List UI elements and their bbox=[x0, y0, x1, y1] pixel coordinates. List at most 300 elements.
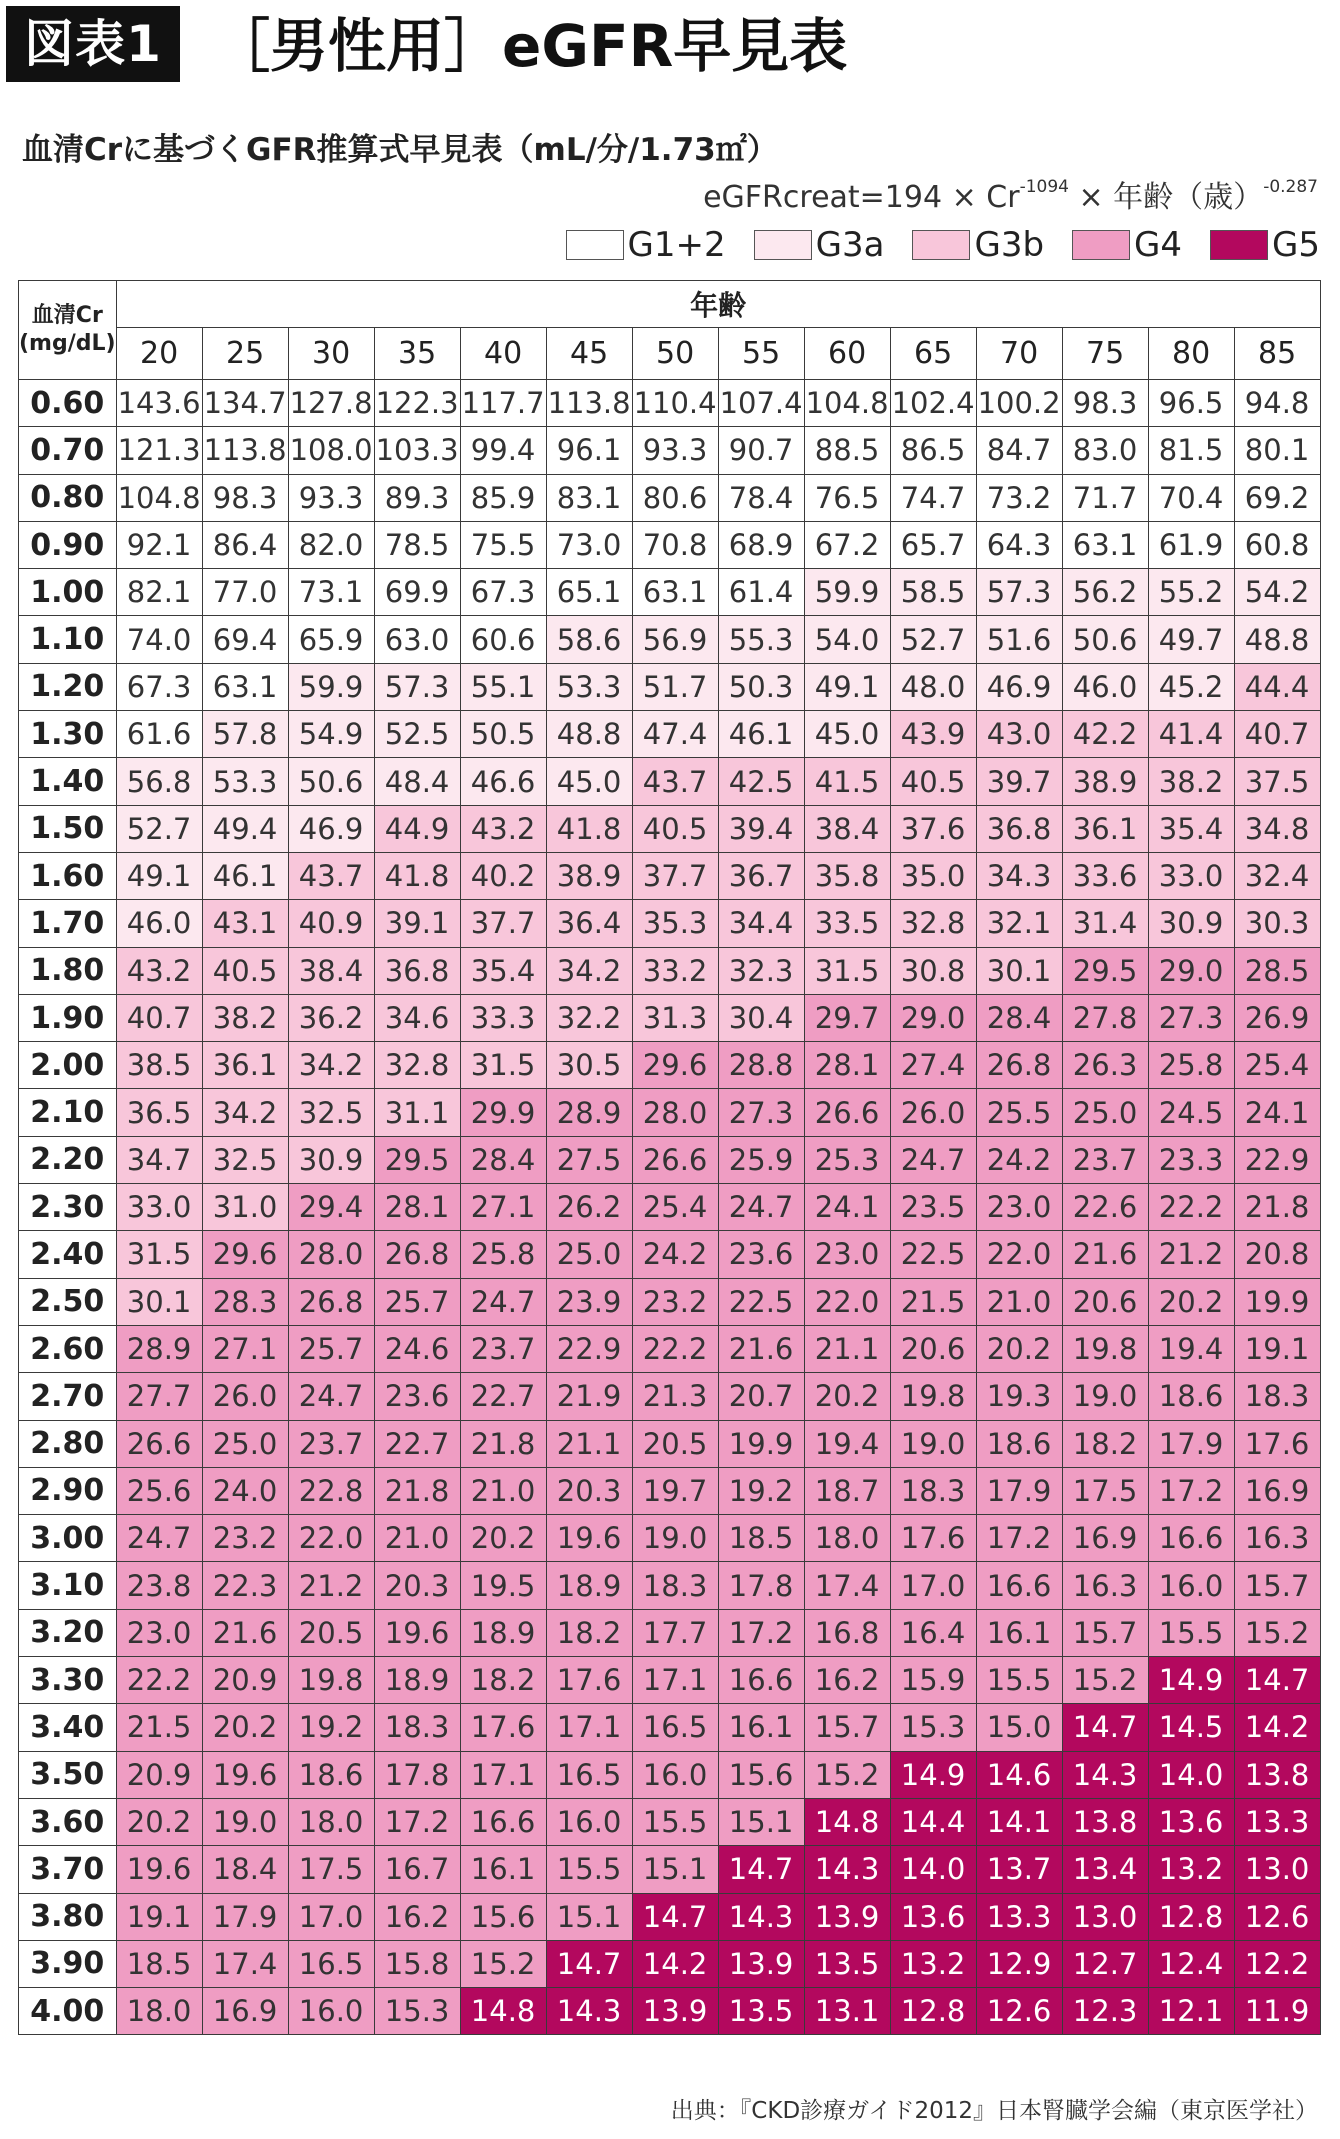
egfr-cell: 20.2 bbox=[116, 1798, 202, 1845]
egfr-cell: 23.6 bbox=[718, 1231, 804, 1278]
egfr-cell: 13.6 bbox=[1148, 1798, 1234, 1845]
egfr-cell: 63.1 bbox=[1062, 521, 1148, 568]
egfr-cell: 12.3 bbox=[1062, 1988, 1148, 2035]
table-row bbox=[19, 1609, 1321, 1656]
egfr-cell: 33.2 bbox=[632, 947, 718, 994]
egfr-cell: 31.1 bbox=[374, 1089, 460, 1136]
table-row bbox=[19, 994, 1321, 1041]
egfr-cell: 73.2 bbox=[976, 474, 1062, 521]
egfr-cell: 23.8 bbox=[116, 1562, 202, 1609]
egfr-cell: 14.1 bbox=[976, 1798, 1062, 1845]
egfr-cell: 122.3 bbox=[374, 380, 460, 427]
egfr-cell: 18.2 bbox=[1062, 1420, 1148, 1467]
egfr-cell: 40.7 bbox=[116, 994, 202, 1041]
egfr-cell: 22.5 bbox=[718, 1278, 804, 1325]
egfr-cell: 14.7 bbox=[1234, 1657, 1320, 1704]
serum-cr-value: 2.80 bbox=[19, 1420, 117, 1467]
age-header-row bbox=[19, 328, 1321, 380]
egfr-cell: 17.8 bbox=[374, 1751, 460, 1798]
egfr-cell: 49.4 bbox=[202, 805, 288, 852]
egfr-cell: 15.0 bbox=[976, 1704, 1062, 1751]
egfr-cell: 37.7 bbox=[632, 852, 718, 899]
egfr-cell: 70.4 bbox=[1148, 474, 1234, 521]
egfr-cell: 23.2 bbox=[202, 1515, 288, 1562]
serum-cr-value: 1.40 bbox=[19, 758, 117, 805]
egfr-cell: 15.7 bbox=[804, 1704, 890, 1751]
egfr-cell: 33.6 bbox=[1062, 852, 1148, 899]
serum-cr-value: 3.70 bbox=[19, 1846, 117, 1893]
egfr-cell: 29.5 bbox=[1062, 947, 1148, 994]
egfr-cell: 24.1 bbox=[804, 1184, 890, 1231]
egfr-cell: 26.8 bbox=[374, 1231, 460, 1278]
egfr-cell: 15.5 bbox=[632, 1798, 718, 1845]
egfr-cell: 34.8 bbox=[1234, 805, 1320, 852]
egfr-cell: 13.2 bbox=[1148, 1846, 1234, 1893]
egfr-cell: 34.2 bbox=[546, 947, 632, 994]
egfr-cell: 15.3 bbox=[890, 1704, 976, 1751]
legend-swatch bbox=[1072, 230, 1130, 260]
egfr-cell: 88.5 bbox=[804, 427, 890, 474]
egfr-cell: 57.3 bbox=[976, 569, 1062, 616]
egfr-cell: 17.0 bbox=[890, 1562, 976, 1609]
egfr-cell: 65.9 bbox=[288, 616, 374, 663]
egfr-cell: 64.3 bbox=[976, 521, 1062, 568]
table-row bbox=[19, 1704, 1321, 1751]
egfr-cell: 26.6 bbox=[116, 1420, 202, 1467]
serum-cr-value: 2.90 bbox=[19, 1467, 117, 1514]
egfr-cell: 19.9 bbox=[1234, 1278, 1320, 1325]
egfr-cell: 20.9 bbox=[116, 1751, 202, 1798]
serum-cr-value: 3.40 bbox=[19, 1704, 117, 1751]
egfr-cell: 24.7 bbox=[116, 1515, 202, 1562]
egfr-cell: 46.1 bbox=[202, 852, 288, 899]
source-citation: 出典：『CKD診療ガイド2012』日本腎臓学会編（東京医学社） bbox=[670, 2098, 1318, 2124]
age-column-header: 85 bbox=[1234, 328, 1320, 380]
egfr-cell: 80.1 bbox=[1234, 427, 1320, 474]
formula-main: eGFRcreat=194 × Cr bbox=[703, 180, 1020, 215]
table-row bbox=[19, 1751, 1321, 1798]
egfr-cell: 28.4 bbox=[460, 1136, 546, 1183]
egfr-cell: 14.0 bbox=[890, 1846, 976, 1893]
table-row bbox=[19, 1988, 1321, 2035]
table-row bbox=[19, 1420, 1321, 1467]
egfr-cell: 36.2 bbox=[288, 994, 374, 1041]
egfr-cell: 52.5 bbox=[374, 711, 460, 758]
egfr-cell: 38.2 bbox=[202, 994, 288, 1041]
egfr-cell: 30.9 bbox=[1148, 900, 1234, 947]
egfr-cell: 36.7 bbox=[718, 852, 804, 899]
egfr-cell: 78.5 bbox=[374, 521, 460, 568]
egfr-cell: 61.9 bbox=[1148, 521, 1234, 568]
age-column-header: 40 bbox=[460, 328, 546, 380]
egfr-cell: 67.2 bbox=[804, 521, 890, 568]
egfr-cell: 34.4 bbox=[718, 900, 804, 947]
serum-cr-value: 0.80 bbox=[19, 474, 117, 521]
egfr-cell: 18.6 bbox=[976, 1420, 1062, 1467]
egfr-cell: 15.6 bbox=[460, 1893, 546, 1940]
egfr-cell: 19.5 bbox=[460, 1562, 546, 1609]
egfr-cell: 31.0 bbox=[202, 1184, 288, 1231]
egfr-cell: 19.6 bbox=[202, 1751, 288, 1798]
egfr-cell: 38.9 bbox=[546, 852, 632, 899]
egfr-cell: 20.5 bbox=[632, 1420, 718, 1467]
egfr-cell: 30.1 bbox=[976, 947, 1062, 994]
egfr-cell: 12.8 bbox=[890, 1988, 976, 2035]
egfr-cell: 32.5 bbox=[202, 1136, 288, 1183]
egfr-cell: 19.6 bbox=[546, 1515, 632, 1562]
serum-cr-value: 3.80 bbox=[19, 1893, 117, 1940]
egfr-cell: 50.3 bbox=[718, 663, 804, 710]
egfr-cell: 14.9 bbox=[890, 1751, 976, 1798]
age-column-header: 50 bbox=[632, 328, 718, 380]
egfr-cell: 21.2 bbox=[288, 1562, 374, 1609]
serum-cr-value: 2.00 bbox=[19, 1042, 117, 1089]
serum-cr-value: 4.00 bbox=[19, 1988, 117, 2035]
egfr-cell: 28.4 bbox=[976, 994, 1062, 1041]
egfr-cell: 49.7 bbox=[1148, 616, 1234, 663]
egfr-cell: 15.7 bbox=[1234, 1562, 1320, 1609]
table-row bbox=[19, 1373, 1321, 1420]
serum-cr-label: 血清Cr bbox=[31, 303, 103, 328]
egfr-cell: 46.0 bbox=[1062, 663, 1148, 710]
egfr-cell: 29.0 bbox=[1148, 947, 1234, 994]
egfr-cell: 15.5 bbox=[1148, 1609, 1234, 1656]
egfr-cell: 14.6 bbox=[976, 1751, 1062, 1798]
egfr-cell: 65.7 bbox=[890, 521, 976, 568]
egfr-cell: 43.7 bbox=[632, 758, 718, 805]
egfr-cell: 75.5 bbox=[460, 521, 546, 568]
egfr-cell: 23.9 bbox=[546, 1278, 632, 1325]
egfr-cell: 17.1 bbox=[546, 1704, 632, 1751]
figure-badge: 図表1 bbox=[6, 6, 180, 82]
table-row bbox=[19, 1515, 1321, 1562]
egfr-cell: 67.3 bbox=[460, 569, 546, 616]
egfr-cell: 34.3 bbox=[976, 852, 1062, 899]
egfr-cell: 30.3 bbox=[1234, 900, 1320, 947]
egfr-cell: 48.0 bbox=[890, 663, 976, 710]
egfr-cell: 24.0 bbox=[202, 1467, 288, 1514]
egfr-cell: 14.4 bbox=[890, 1798, 976, 1845]
egfr-cell: 30.5 bbox=[546, 1042, 632, 1089]
egfr-cell: 19.0 bbox=[632, 1515, 718, 1562]
egfr-cell: 23.0 bbox=[804, 1231, 890, 1278]
egfr-cell: 15.2 bbox=[1234, 1609, 1320, 1656]
egfr-cell: 35.0 bbox=[890, 852, 976, 899]
egfr-cell: 29.5 bbox=[374, 1136, 460, 1183]
egfr-cell: 43.1 bbox=[202, 900, 288, 947]
legend-item bbox=[1072, 225, 1182, 265]
egfr-cell: 12.8 bbox=[1148, 1893, 1234, 1940]
egfr-cell: 13.0 bbox=[1062, 1893, 1148, 1940]
egfr-cell: 44.9 bbox=[374, 805, 460, 852]
egfr-cell: 47.4 bbox=[632, 711, 718, 758]
egfr-cell: 38.2 bbox=[1148, 758, 1234, 805]
egfr-cell: 18.5 bbox=[718, 1515, 804, 1562]
egfr-cell: 24.7 bbox=[890, 1136, 976, 1183]
serum-cr-value: 2.70 bbox=[19, 1373, 117, 1420]
egfr-cell: 37.5 bbox=[1234, 758, 1320, 805]
egfr-cell: 46.1 bbox=[718, 711, 804, 758]
egfr-cell: 73.1 bbox=[288, 569, 374, 616]
egfr-cell: 39.4 bbox=[718, 805, 804, 852]
egfr-cell: 51.7 bbox=[632, 663, 718, 710]
egfr-cell: 17.4 bbox=[202, 1940, 288, 1987]
egfr-cell: 113.8 bbox=[546, 380, 632, 427]
egfr-cell: 18.9 bbox=[546, 1562, 632, 1609]
egfr-cell: 38.4 bbox=[288, 947, 374, 994]
egfr-cell: 28.0 bbox=[632, 1089, 718, 1136]
age-group-header: 年齢 bbox=[116, 281, 1320, 328]
egfr-cell: 17.9 bbox=[202, 1893, 288, 1940]
egfr-cell: 98.3 bbox=[1062, 380, 1148, 427]
legend-label: G4 bbox=[1134, 225, 1183, 265]
egfr-cell: 25.7 bbox=[288, 1325, 374, 1372]
egfr-cell: 18.3 bbox=[1234, 1373, 1320, 1420]
egfr-cell: 23.2 bbox=[632, 1278, 718, 1325]
egfr-cell: 21.6 bbox=[1062, 1231, 1148, 1278]
legend-label: G1+2 bbox=[627, 225, 726, 265]
serum-cr-value: 3.50 bbox=[19, 1751, 117, 1798]
egfr-cell: 52.7 bbox=[890, 616, 976, 663]
egfr-cell: 26.6 bbox=[632, 1136, 718, 1183]
egfr-cell: 32.2 bbox=[546, 994, 632, 1041]
serum-cr-value: 1.80 bbox=[19, 947, 117, 994]
table-row bbox=[19, 1657, 1321, 1704]
egfr-cell: 17.0 bbox=[288, 1893, 374, 1940]
egfr-cell: 36.5 bbox=[116, 1089, 202, 1136]
age-column-header: 80 bbox=[1148, 328, 1234, 380]
egfr-cell: 22.5 bbox=[890, 1231, 976, 1278]
egfr-cell: 20.7 bbox=[718, 1373, 804, 1420]
table-row bbox=[19, 1042, 1321, 1089]
egfr-cell: 50.6 bbox=[1062, 616, 1148, 663]
egfr-cell: 16.0 bbox=[288, 1988, 374, 2035]
age-column-header: 45 bbox=[546, 328, 632, 380]
egfr-cell: 40.5 bbox=[890, 758, 976, 805]
egfr-cell: 16.3 bbox=[1234, 1515, 1320, 1562]
egfr-cell: 16.6 bbox=[460, 1798, 546, 1845]
egfr-cell: 19.2 bbox=[718, 1467, 804, 1514]
egfr-cell: 55.3 bbox=[718, 616, 804, 663]
egfr-cell: 14.7 bbox=[546, 1940, 632, 1987]
egfr-cell: 110.4 bbox=[632, 380, 718, 427]
egfr-cell: 25.4 bbox=[632, 1184, 718, 1231]
table-row bbox=[19, 711, 1321, 758]
age-column-header: 30 bbox=[288, 328, 374, 380]
egfr-cell: 21.1 bbox=[804, 1325, 890, 1372]
serum-cr-value: 2.20 bbox=[19, 1136, 117, 1183]
egfr-cell: 56.8 bbox=[116, 758, 202, 805]
formula-exponent-cr: -1094 bbox=[1019, 177, 1069, 197]
serum-cr-value: 3.60 bbox=[19, 1798, 117, 1845]
egfr-cell: 24.1 bbox=[1234, 1089, 1320, 1136]
egfr-cell: 13.6 bbox=[890, 1893, 976, 1940]
egfr-cell: 19.6 bbox=[374, 1609, 460, 1656]
egfr-cell: 38.5 bbox=[116, 1042, 202, 1089]
egfr-cell: 24.2 bbox=[976, 1136, 1062, 1183]
egfr-cell: 26.8 bbox=[976, 1042, 1062, 1089]
egfr-cell: 22.7 bbox=[460, 1373, 546, 1420]
egfr-cell: 16.5 bbox=[288, 1940, 374, 1987]
egfr-cell: 28.5 bbox=[1234, 947, 1320, 994]
egfr-cell: 14.0 bbox=[1148, 1751, 1234, 1798]
egfr-cell: 18.6 bbox=[288, 1751, 374, 1798]
egfr-cell: 81.5 bbox=[1148, 427, 1234, 474]
egfr-cell: 19.1 bbox=[116, 1893, 202, 1940]
egfr-cell: 23.0 bbox=[976, 1184, 1062, 1231]
serum-cr-value: 3.20 bbox=[19, 1609, 117, 1656]
egfr-cell: 28.1 bbox=[804, 1042, 890, 1089]
serum-cr-value: 2.10 bbox=[19, 1089, 117, 1136]
egfr-cell: 27.5 bbox=[546, 1136, 632, 1183]
egfr-cell: 43.7 bbox=[288, 852, 374, 899]
egfr-cell: 40.5 bbox=[202, 947, 288, 994]
egfr-cell: 31.5 bbox=[804, 947, 890, 994]
egfr-cell: 15.5 bbox=[976, 1657, 1062, 1704]
egfr-cell: 46.0 bbox=[116, 900, 202, 947]
egfr-cell: 17.7 bbox=[632, 1609, 718, 1656]
egfr-cell: 63.0 bbox=[374, 616, 460, 663]
egfr-cell: 51.6 bbox=[976, 616, 1062, 663]
egfr-cell: 22.9 bbox=[1234, 1136, 1320, 1183]
egfr-cell: 86.4 bbox=[202, 521, 288, 568]
egfr-cell: 16.1 bbox=[976, 1609, 1062, 1656]
egfr-cell: 40.9 bbox=[288, 900, 374, 947]
table-row bbox=[19, 1089, 1321, 1136]
serum-cr-value: 1.90 bbox=[19, 994, 117, 1041]
egfr-cell: 20.8 bbox=[1234, 1231, 1320, 1278]
legend-label: G3b bbox=[974, 225, 1045, 265]
table-row bbox=[19, 1184, 1321, 1231]
egfr-cell: 26.8 bbox=[288, 1278, 374, 1325]
egfr-cell: 26.2 bbox=[546, 1184, 632, 1231]
egfr-cell: 28.3 bbox=[202, 1278, 288, 1325]
egfr-cell: 18.3 bbox=[890, 1467, 976, 1514]
egfr-cell: 40.5 bbox=[632, 805, 718, 852]
egfr-cell: 43.9 bbox=[890, 711, 976, 758]
egfr-cell: 29.7 bbox=[804, 994, 890, 1041]
egfr-cell: 23.6 bbox=[374, 1373, 460, 1420]
egfr-cell: 37.6 bbox=[890, 805, 976, 852]
egfr-cell: 34.7 bbox=[116, 1136, 202, 1183]
egfr-cell: 54.0 bbox=[804, 616, 890, 663]
egfr-cell: 18.3 bbox=[632, 1562, 718, 1609]
egfr-cell: 20.3 bbox=[546, 1467, 632, 1514]
egfr-cell: 21.0 bbox=[976, 1278, 1062, 1325]
egfr-cell: 20.2 bbox=[202, 1704, 288, 1751]
table-row bbox=[19, 1562, 1321, 1609]
serum-cr-value: 1.50 bbox=[19, 805, 117, 852]
egfr-cell: 21.8 bbox=[460, 1420, 546, 1467]
egfr-cell: 24.6 bbox=[374, 1325, 460, 1372]
egfr-cell: 31.5 bbox=[460, 1042, 546, 1089]
egfr-cell: 83.0 bbox=[1062, 427, 1148, 474]
egfr-cell: 26.0 bbox=[202, 1373, 288, 1420]
serum-cr-value: 1.30 bbox=[19, 711, 117, 758]
age-column-header: 65 bbox=[890, 328, 976, 380]
egfr-cell: 53.3 bbox=[202, 758, 288, 805]
serum-cr-unit: (mg/dL) bbox=[19, 331, 116, 356]
egfr-cell: 13.8 bbox=[1062, 1798, 1148, 1845]
egfr-cell: 20.9 bbox=[202, 1657, 288, 1704]
egfr-cell: 14.7 bbox=[1062, 1704, 1148, 1751]
egfr-cell: 22.9 bbox=[546, 1325, 632, 1372]
egfr-cell: 15.9 bbox=[890, 1657, 976, 1704]
egfr-cell: 12.4 bbox=[1148, 1940, 1234, 1987]
egfr-cell: 25.9 bbox=[718, 1136, 804, 1183]
egfr-cell: 18.4 bbox=[202, 1846, 288, 1893]
egfr-cell: 46.6 bbox=[460, 758, 546, 805]
egfr-cell: 35.4 bbox=[460, 947, 546, 994]
serum-cr-value: 1.20 bbox=[19, 663, 117, 710]
egfr-cell: 25.8 bbox=[1148, 1042, 1234, 1089]
egfr-cell: 23.7 bbox=[1062, 1136, 1148, 1183]
egfr-cell: 14.7 bbox=[632, 1893, 718, 1940]
egfr-cell: 22.0 bbox=[804, 1278, 890, 1325]
egfr-cell: 30.4 bbox=[718, 994, 804, 1041]
table-row bbox=[19, 1136, 1321, 1183]
egfr-cell: 23.0 bbox=[116, 1609, 202, 1656]
egfr-cell: 103.3 bbox=[374, 427, 460, 474]
egfr-cell: 58.5 bbox=[890, 569, 976, 616]
egfr-cell: 143.6 bbox=[116, 380, 202, 427]
egfr-cell: 16.5 bbox=[546, 1751, 632, 1798]
egfr-cell: 67.3 bbox=[116, 663, 202, 710]
egfr-cell: 53.3 bbox=[546, 663, 632, 710]
egfr-cell: 20.3 bbox=[374, 1562, 460, 1609]
egfr-cell: 15.7 bbox=[1062, 1609, 1148, 1656]
egfr-cell: 13.9 bbox=[718, 1940, 804, 1987]
egfr-cell: 20.2 bbox=[1148, 1278, 1234, 1325]
egfr-cell: 14.3 bbox=[804, 1846, 890, 1893]
serum-cr-value: 2.50 bbox=[19, 1278, 117, 1325]
egfr-cell: 21.2 bbox=[1148, 1231, 1234, 1278]
egfr-cell: 17.5 bbox=[1062, 1467, 1148, 1514]
table-row bbox=[19, 1467, 1321, 1514]
legend-swatch bbox=[754, 230, 812, 260]
legend-item bbox=[754, 225, 885, 265]
egfr-cell: 22.6 bbox=[1062, 1184, 1148, 1231]
egfr-cell: 19.0 bbox=[202, 1798, 288, 1845]
egfr-cell: 21.8 bbox=[374, 1467, 460, 1514]
egfr-cell: 20.6 bbox=[1062, 1278, 1148, 1325]
egfr-cell: 17.2 bbox=[976, 1515, 1062, 1562]
egfr-cell: 16.5 bbox=[632, 1704, 718, 1751]
serum-cr-value: 3.00 bbox=[19, 1515, 117, 1562]
serum-cr-value: 3.90 bbox=[19, 1940, 117, 1987]
serum-cr-value: 3.30 bbox=[19, 1657, 117, 1704]
egfr-cell: 27.1 bbox=[202, 1325, 288, 1372]
egfr-cell: 63.1 bbox=[202, 663, 288, 710]
egfr-cell: 40.2 bbox=[460, 852, 546, 899]
egfr-cell: 94.8 bbox=[1234, 380, 1320, 427]
egfr-cell: 13.9 bbox=[632, 1988, 718, 2035]
egfr-cell: 15.3 bbox=[374, 1988, 460, 2035]
egfr-cell: 26.0 bbox=[890, 1089, 976, 1136]
egfr-cell: 31.5 bbox=[116, 1231, 202, 1278]
egfr-cell: 33.0 bbox=[116, 1184, 202, 1231]
egfr-cell: 15.6 bbox=[718, 1751, 804, 1798]
egfr-cell: 98.3 bbox=[202, 474, 288, 521]
table-row bbox=[19, 427, 1321, 474]
egfr-cell: 16.4 bbox=[890, 1609, 976, 1656]
egfr-cell: 17.1 bbox=[460, 1751, 546, 1798]
egfr-cell: 13.1 bbox=[804, 1988, 890, 2035]
egfr-cell: 29.0 bbox=[890, 994, 976, 1041]
age-column-header: 35 bbox=[374, 328, 460, 380]
egfr-cell: 76.5 bbox=[804, 474, 890, 521]
serum-cr-value: 1.10 bbox=[19, 616, 117, 663]
